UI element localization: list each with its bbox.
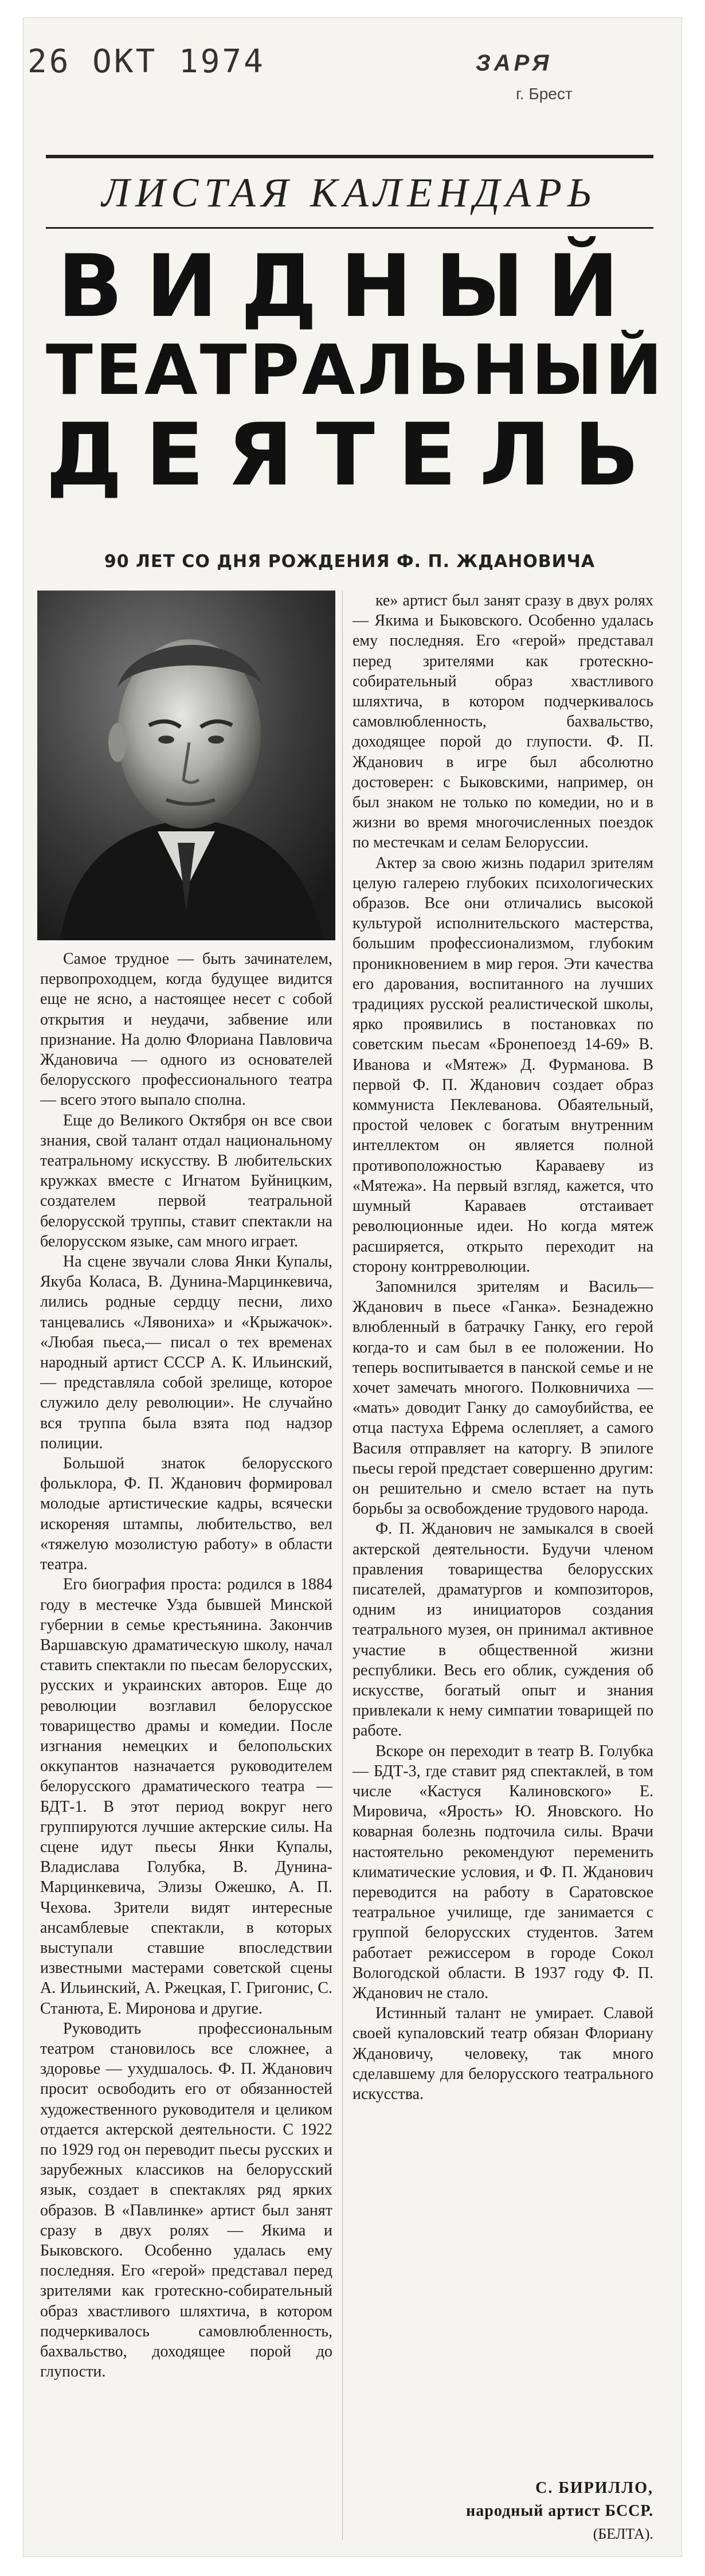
rubric-heading: ЛИСТАЯ КАЛЕНДАРЬ [46, 155, 653, 229]
author-title: народный артист БССР. [466, 2502, 653, 2520]
author-name: С. БИРИЛЛО, [535, 2479, 653, 2497]
headline-line-3: ДЕЯТЕЛЬ [46, 405, 663, 505]
newspaper-city-stamp: г. Брест [516, 85, 573, 103]
paragraph: Его биография проста: родился в 1884 году в местечке Узда бывшей Минской губернии в семье крестьянина. Закончив Варшавскую драматическую школу, начал ставить спектакли по пьесам белорусских, русских и украинских авторов. Еще до революции возглавил белорусское товарищество драмы и комедии. После изгнания немецких и белопольских оккупантов назначается руководителем белорусского драматического театра — БДТ-1. В этот период вокруг него группируются лучшие актерские силы. На сцене идут пьесы Янки Купалы, Владислава Голубка, В. Дунина-Марцинкевича, Элизы Ожешко, А. П. Чехова. Зрители видят интересные ансамблевые спектакли, в которых выступали ставшие впоследствии известными мастерами советской сцены А. Ильинский, А. Ржецкая, Г. Григонис, С. Станюта, Е. Миронова и другие. [40, 1576, 332, 2018]
paragraph: Актер за свою жизнь подарил зрителям целую галерею глубоких психологических образов. Все они отличались высокой культурой исполнительского мастерства, большим профессионализмом, глубоким проникновением в мир героя. Эти качества его дарования, воспитанного на лучших традициях русской реалистической школы, ярко проявились в постановках по советским пьесам «Бронепоезд 14-69» В. Иванова и «Мятеж» Д. Фурманова. В первой Ф. П. Жданович создает образ коммуниста Пеклеванова. Обаятельный, простой человек с богатым внутренним интеллектом он является полной противоположностью Караваеву из «Мятежа». На первый взгляд, кажется, что шумный Караваев отстаивает революционные идеи. Но когда мятеж расширяется, открыто переходит на сторону контрреволюции. [352, 854, 653, 1276]
paragraph: Запомнился зрителям и Василь—Жданович в пьесе «Ганка». Безнадежно влюбленный в батрачку Ганку, его герой когда-то и сам был в ее положении. Но теперь воспитывается в панской семье и не хочет замечать многого. Полковничиха — «мать» доводит Ганку до самоубийства, ее отца пастуха Ефрема ослепляет, а самого Василя отправляет на каторгу. В эпилоге пьесы герой предстает совершенно другим: он решительно и смело встает на путь борьбы за освобождение трудового народа. [352, 1277, 653, 1518]
paragraph: Руководить профессиональным театром становилось все сложнее, а здоровье — ухудшалось. Ф. П. Жданович просит освободить его от обязанностей художественного руководителя и целиком отдается актерской деятельности. С 1922 по 1929 год он переводит пьесы русских и зарубежных классиков на белорусский язык, создает в спектаклях ряд ярких образов. В «Павлинке» артист был занят сразу в двух ролях — Якима и Быковского. Особенно удалась ему последняя. Его «герой» представал перед зрителями как гротескно-собирательный образ хвастливого шляхтича, в котором подчеркивалось самовлюбленность, бахвальство, доходящее порой до глупости. [40, 2019, 332, 2381]
newspaper-clipping [23, 17, 682, 2557]
article-column-left [40, 949, 332, 2543]
news-agency: (БЕЛТА). [593, 2526, 653, 2542]
date-stamp: 26 ОКТ 1974 [28, 43, 265, 80]
paragraph: Истинный талант не умирает. Славой своей купаловский театр обязан Флориану Ждановичу, человеку, так много сделавшему для белорусского театрального искусства. [352, 2004, 653, 2104]
newspaper-name-stamp: ЗАРЯ [476, 50, 553, 76]
article-signature [352, 2477, 653, 2546]
column-divider [342, 591, 343, 2540]
paragraph: Большой знаток белорусского фольклора, Ф. П. Жданович формировал молодые артистические кадры, всячески искореняя штампы, любительство, вел «тяжелую мозолистую работу» в области театра. [40, 1455, 332, 1574]
paragraph: ке» артист был занят сразу в двух ролях — Якима и Быковского. Особенно удалась ему последняя. Его «герой» представал перед зрителями как гротескно-собирательный образ хвастливого шляхтича, в котором подчеркивалось самовлюбленность, бахвальство, доходящее порой до глупости. Ф. П. Жданович в игре был абсолютно достоверен: с Быковскими, например, он был знаком не только по комедии, но и в жизни во время многочисленных поездок по местечкам и селам Белоруссии. [352, 592, 653, 852]
article-column-right [352, 591, 653, 2471]
paragraph: Ф. П. Жданович не замыкался в своей актерской деятельности. Будучи членом правления товарищества белорусских писателей, драматургов и композиторов, одним из инициаторов создания театрального музея, он принимал активное участие в общественной жизни республики. Весь его облик, суждения об искусстве, богатый опыт и знания привлекали к нему симпатии товарищей по работе. [352, 1520, 653, 1740]
headline-line-1: ВИДНЫЙ [57, 237, 642, 337]
portrait-photo [37, 591, 335, 940]
paragraph: На сцене звучали слова Янки Купалы, Якуба Коласа, В. Дунина-Марцинкевича, лились родные сердцу песни, лихо танцевались «Лявониха» и «Крыжачок». «Любая пьеса,— писал о тех временах народный артист СССР А. К. Ильинский, — представляла собой зрелище, которое служило делу революции». Не случайно вся труппа была взята под надзор полиции. [40, 1253, 332, 1452]
article-subtitle: 90 ЛЕТ СО ДНЯ РОЖДЕНИЯ Ф. П. ЖДАНОВИЧА [104, 552, 596, 572]
paragraph: Вскоре он переходит в театр В. Голубка — БДТ-3, где ставит ряд спектаклей, в том числе «Кастуся Калиновского» Е. Мировича, «Ярость» Ю. Яновского. Но коварная болезнь подточила силы. Врачи настоятельно рекомендуют переменить климатические условия, и Ф. П. Жданович переводится на работу в Саратовское театральное училище, где занимается с группой белорусских студентов. Затем работает режиссером в городе Сокол Вологодской области. В 1937 году Ф. П. Жданович не стало. [352, 1742, 653, 2003]
paragraph: Еще до Великого Октября он все свои знания, свой талант отдал национальному театральному искусству. В любительских кружках вместе с Игнатом Буйницким, создателем первой театральной белорусской труппы, ставит спектакли на белорусском языке, сам много играет. [40, 1111, 332, 1250]
paragraph: Самое трудное — быть зачинателем, первопроходцем, когда будущее видится еще не ясно, а настоящее несет с собой открытия и неудачи, забвение или признание. На долю Флориана Павловича Ждановича — одного из основателей белорусского профессионального театра — всего этого выпало сполна. [40, 950, 332, 1109]
article-headline [46, 237, 665, 505]
headline-line-2: ТЕАТРАЛЬНЫЙ [46, 331, 665, 411]
